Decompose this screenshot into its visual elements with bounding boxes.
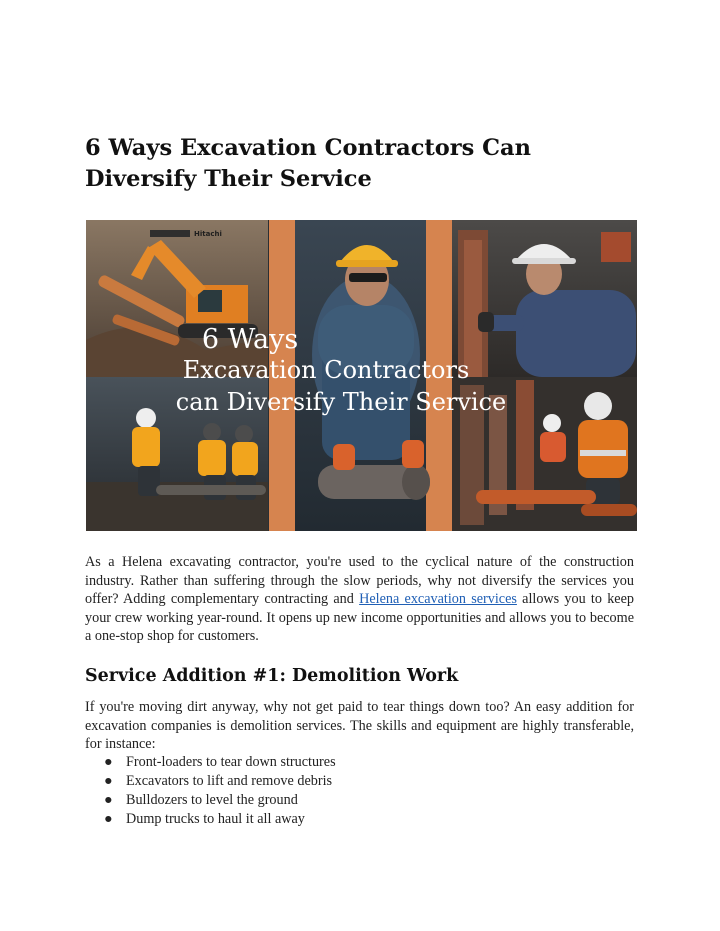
section-heading-demolition: Service Addition #1: Demolition Work <box>85 666 459 686</box>
list-item <box>104 772 336 791</box>
hero-overlay-line2: Excavation Contractors <box>182 356 470 384</box>
bullet-dot: ● <box>104 792 113 808</box>
equipment-list <box>104 753 336 829</box>
section-paragraph: If you're moving dirt anyway, why not get paid to tear things down too? An easy addition for excavation companies is demolition services. The skills and equipment are highly transferable, for instance: <box>85 699 634 753</box>
bullet-dot: ● <box>104 754 113 770</box>
list-item-text: Excavators to lift and remove debris <box>126 773 333 789</box>
list-item <box>104 791 336 810</box>
intro-text-end: allows you to keep your crew working year-round. It opens up new income opportunities and allows you to become a one-stop shop for customers. <box>85 591 634 645</box>
hero-image <box>86 220 637 531</box>
hero-overlay-line1: 6 Ways <box>201 324 299 355</box>
article-title: 6 Ways Excavation Contractors Can Diversify Their Service <box>85 135 531 192</box>
list-item <box>104 810 336 829</box>
intro-paragraph <box>85 553 634 646</box>
helena-excavation-services-link[interactable]: Helena excavation services <box>359 591 517 608</box>
hero-overlay-line3: can Diversify Their Service <box>175 388 507 416</box>
bullet-dot: ● <box>104 811 113 827</box>
intro-text-start: As a Helena excavating contractor, you're used to the cyclical nature of the construction industry. Rather than suffering through the slow periods, why not diversify the services you offer? Adding complementary contracting and <box>85 554 634 608</box>
list-item-text: Bulldozers to level the ground <box>126 792 298 808</box>
list-item-text: Dump trucks to haul it all away <box>126 811 305 827</box>
list-item <box>104 753 336 772</box>
bullet-dot: ● <box>104 773 113 789</box>
excavator-brand-label: Hitachi <box>194 230 222 238</box>
list-item-text: Front-loaders to tear down structures <box>126 754 336 770</box>
